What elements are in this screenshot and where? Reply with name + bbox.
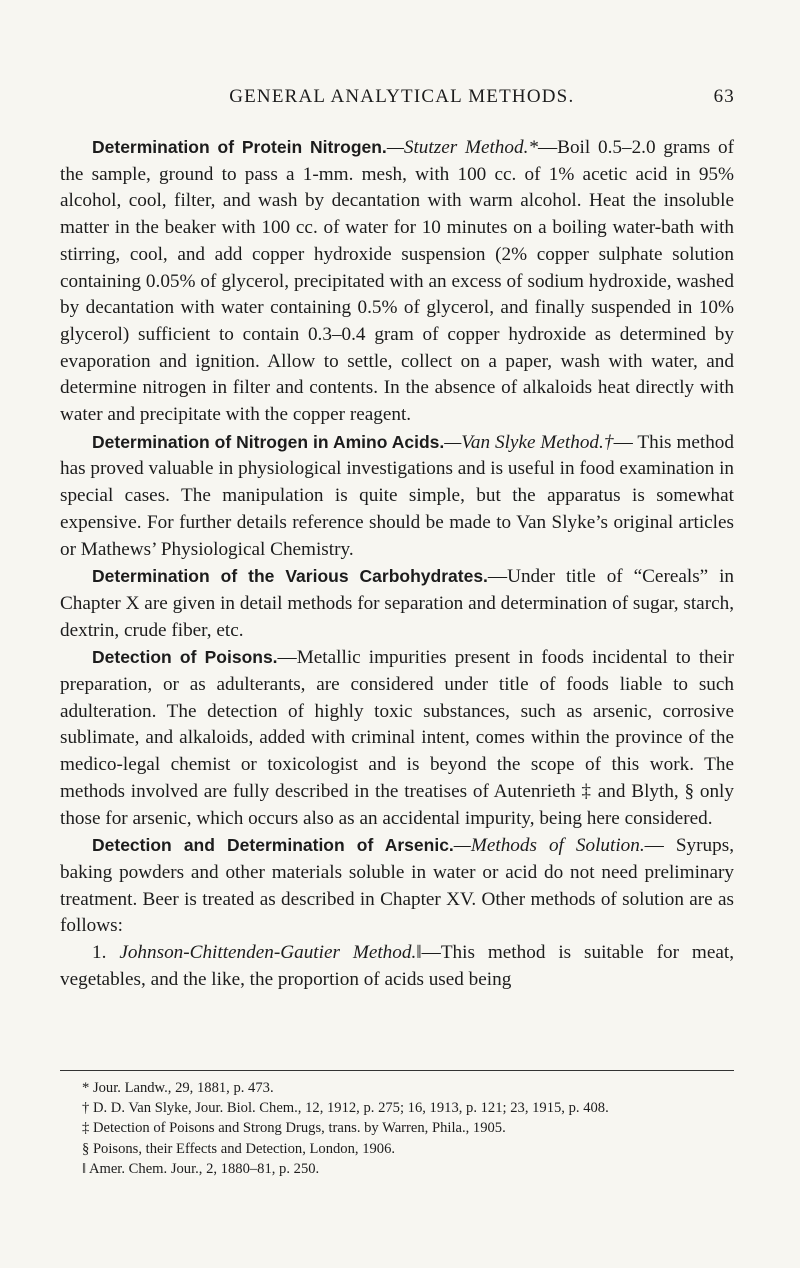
method-name: —Stutzer Method.*: [386, 137, 538, 158]
paragraph-poisons: [60, 644, 734, 832]
paragraph-protein-nitrogen: [60, 134, 734, 429]
page-number: 63: [713, 86, 735, 107]
paragraph-text: —Under title of “Cereals” in Chapter X are given in detail methods for separation and determination of sugar, starch, dextrin, crude fiber, etc.: [60, 566, 735, 641]
running-header: [60, 86, 735, 108]
section-heading: Detection of Poisons.: [92, 647, 278, 668]
section-heading: Detection and Determination of Arsenic.: [92, 835, 454, 856]
item-text: ‖—This method is suitable for meat, vegetables, and the like, the proportion of acids used being: [60, 942, 735, 990]
body-text: [60, 134, 734, 994]
paragraph-text: —Boil 0.5–2.0 grams of the sample, ground to pass a 1-mm. mesh, with 100 cc. of 1% acetic acid in 95% alcohol, cool, filter, and wash by decantation with warm alcohol. Heat the insoluble matter in the beaker with 100 cc. of water for 10 minutes on a boiling water-bath with stirring, cool, and add copper hydroxide suspension (2% copper sulphate solution containing 0.05% of glycerol, precipitated with an excess of sodium hydroxide, washed by decantation with water containing 0.5% of glycerol, and finally suspended in 10% glycerol) sufficient to contain 0.3–0.4 gram of copper hydroxide as determined by evaporation and ignition. Allow to settle, collect on a paper, wash with water, and determine nitrogen in filter and contents. In the absence of alkaloids heat directly with water and precipitate with the copper reagent.: [60, 137, 734, 426]
footnote: ‡ Detection of Poisons and Strong Drugs, trans. by Warren, Phila., 1905.: [82, 1120, 506, 1137]
item-number: 1.: [92, 942, 107, 964]
footnote: * Jour. Landw., 29, 1881, p. 473.: [82, 1080, 274, 1096]
paragraph-arsenic: [60, 832, 734, 940]
paragraph-carbohydrates: [60, 563, 734, 644]
footnotes: [60, 1078, 734, 1179]
paragraph-amino-acids: [60, 429, 734, 564]
paragraph-text: —Metallic impurities present in foods incidental to their preparation, or as adulterants, are considered under title of foods liable to such adulteration. The detection of highly toxic substances, such as arsenic, corrosive sublimate, and alkaloids, added with criminal intent, comes within the province of the medico-legal chemist or toxicologist and is beyond the scope of this work. The methods involved are fully described in the treatises of Autenrieth ‡ and Blyth, § only those for arsenic, which occurs also as an accidental impurity, being here considered.: [60, 647, 735, 829]
footnote: § Poisons, their Effects and Detection, London, 1906.: [82, 1140, 396, 1157]
list-item-johnson-method: [60, 940, 734, 993]
method-name: —Methods of Solution.: [453, 835, 645, 857]
paragraph-text: — This method has proved valuable in physiological investigations and is useful in food examination in special cases. The manipulation is quite simple, but the apparatus is somewhat expensive. For further details reference should be made to Van Slyke’s original articles or Mathews’ Physiological Chemistry.: [60, 431, 734, 560]
section-heading: Determination of Protein Nitrogen.: [92, 137, 387, 157]
running-title: GENERAL ANALYTICAL METHODS.: [229, 86, 575, 107]
method-name: —Van Slyke Method.†: [444, 431, 614, 453]
footnote: ‖ Amer. Chem. Jour., 2, 1880–81, p. 250.: [82, 1160, 320, 1177]
section-heading: Determination of the Various Carbohydrates.: [92, 566, 488, 587]
footnote: † D. D. Van Slyke, Jour. Biol. Chem., 12, 1912, p. 275; 16, 1913, p. 121; 23, 1915, p. 408.: [82, 1100, 609, 1117]
section-heading: Determination of Nitrogen in Amino Acids.: [92, 431, 445, 452]
footnote-divider: [60, 1070, 734, 1071]
method-name: Johnson-Chittenden-Gautier Method.: [119, 942, 417, 964]
paragraph-text: — Syrups, baking powders and other materials soluble in water or acid do not need preliminary treatment. Beer is treated as described in Chapter XV. Other methods of solution are as follows:: [60, 835, 734, 937]
